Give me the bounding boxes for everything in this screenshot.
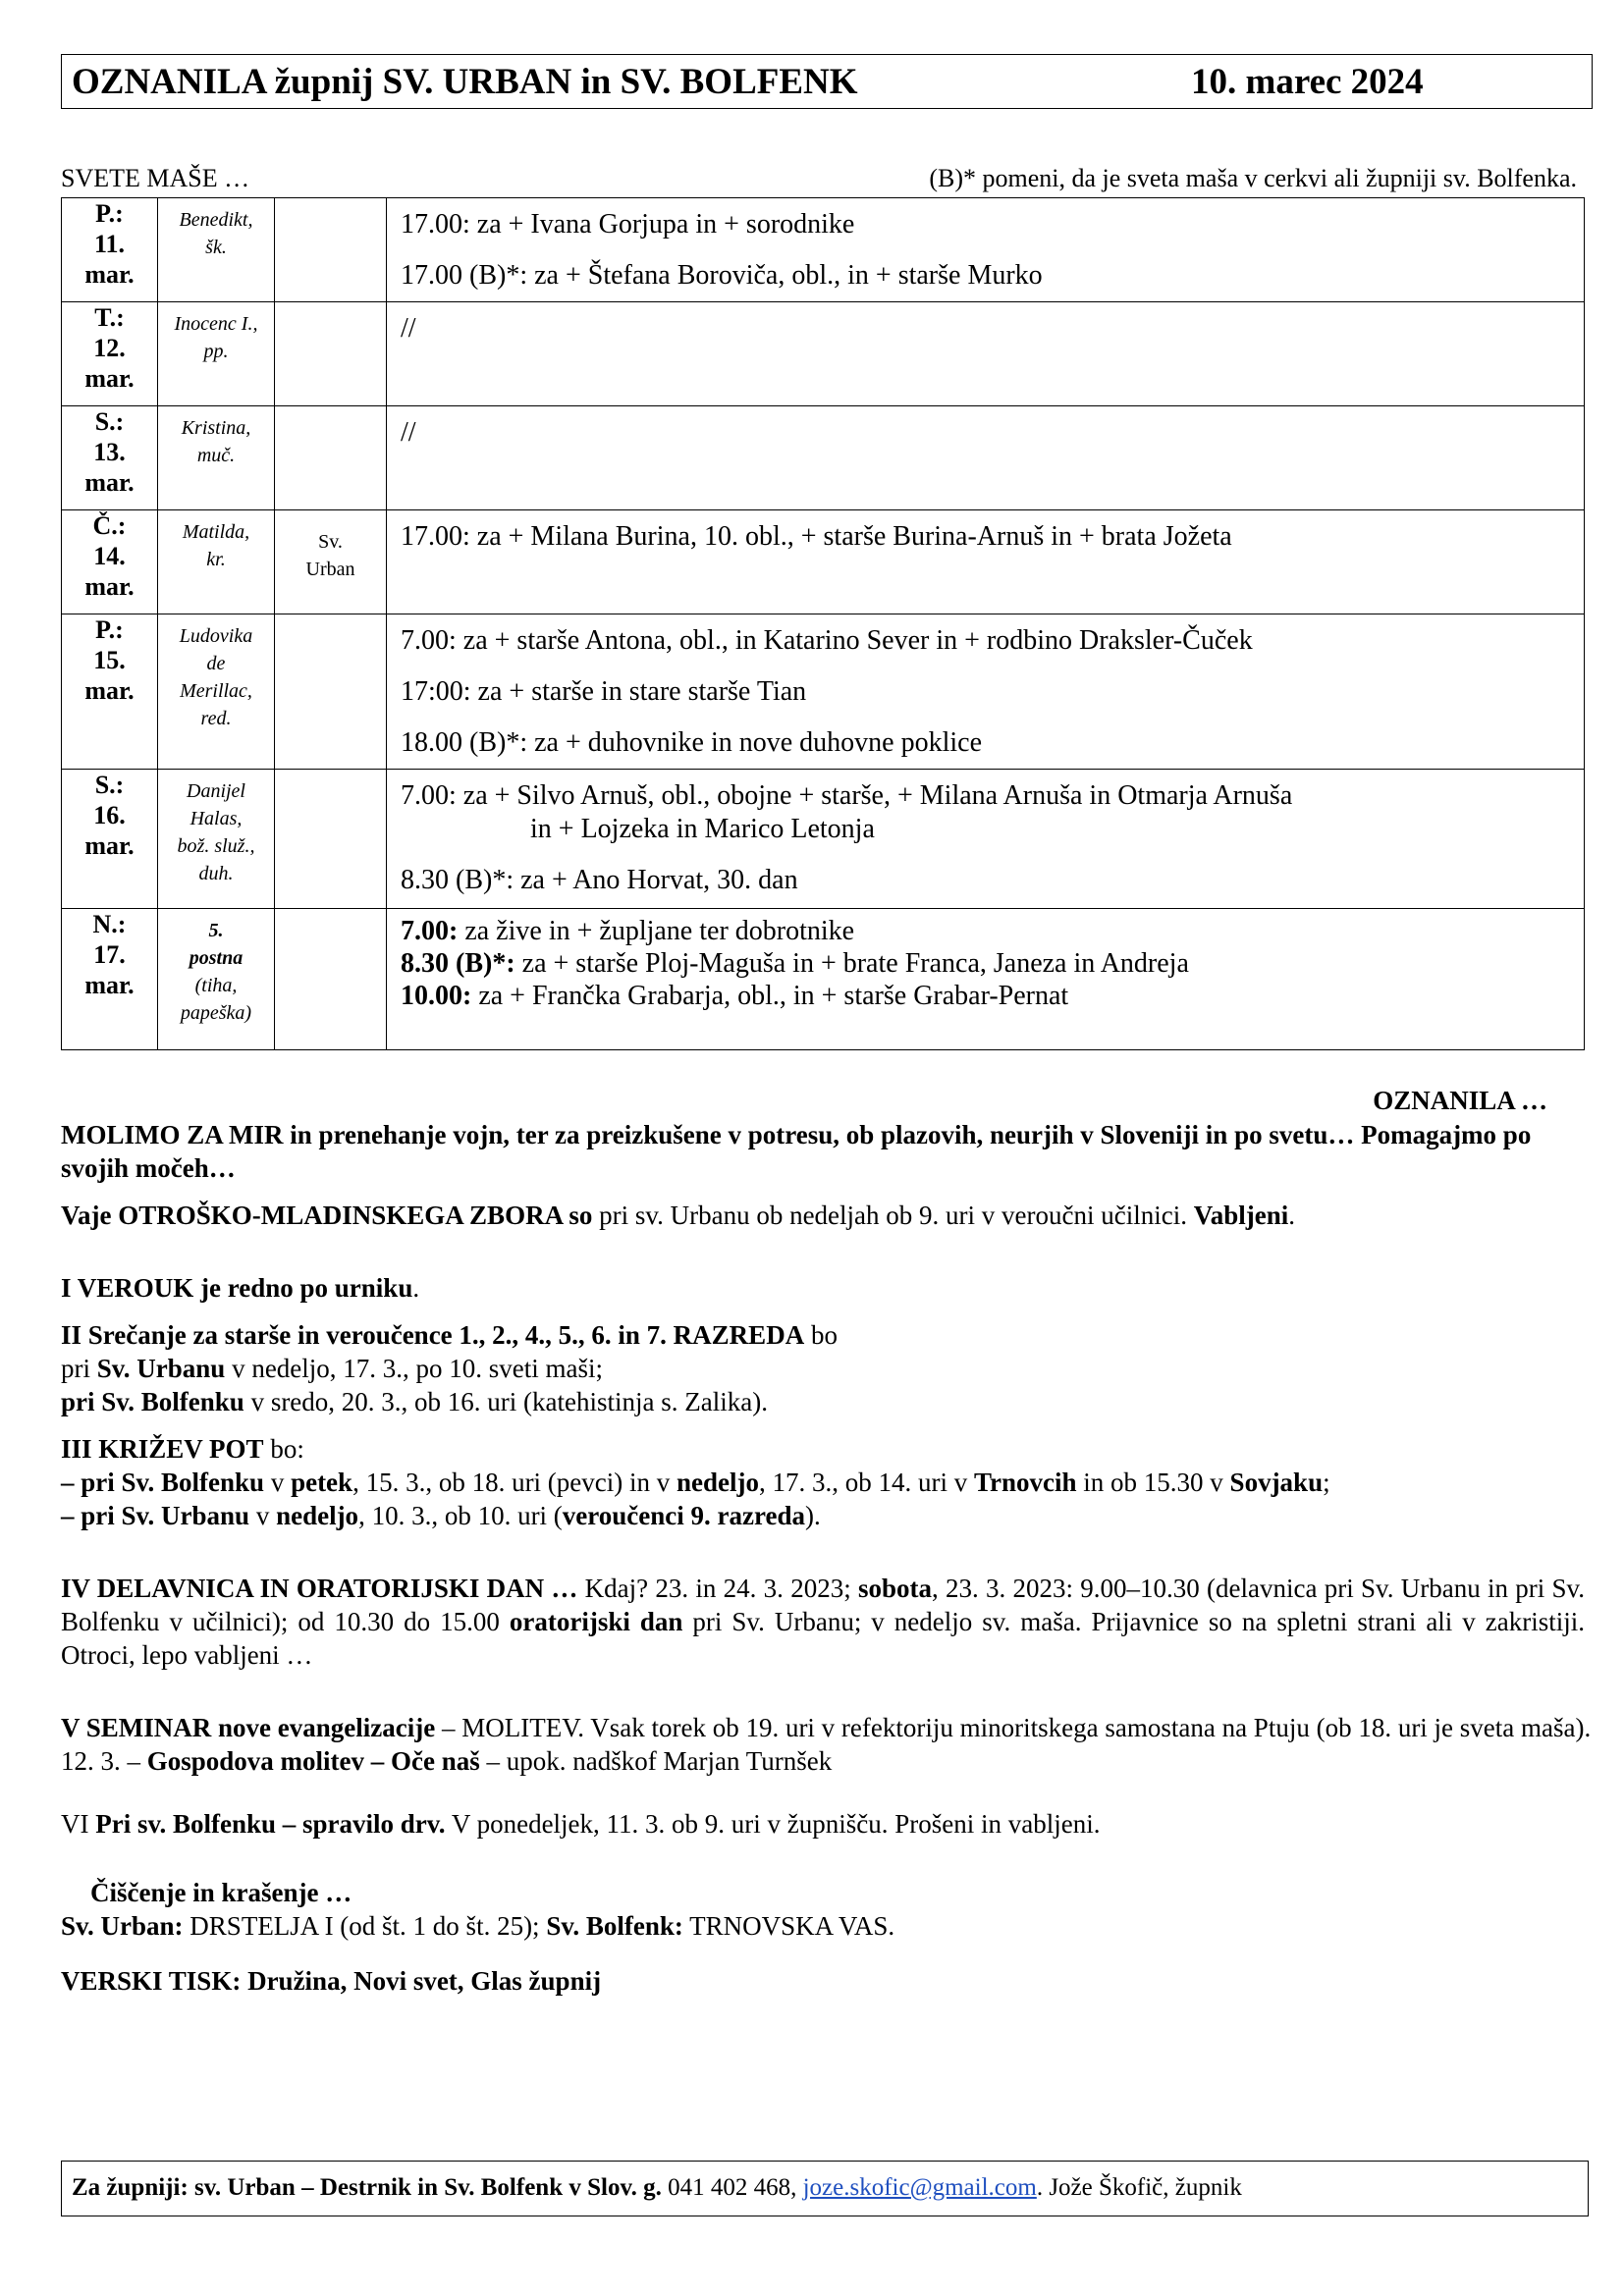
section-vi <box>61 1807 1593 1841</box>
schedule-masses <box>387 614 1585 770</box>
day-line: mar. <box>84 971 135 999</box>
saint-line: pp. <box>203 341 229 362</box>
iii-l1-b3: nedeljo <box>677 1468 760 1497</box>
choir-announcement <box>61 1199 1593 1232</box>
saint-line: Kristina, <box>181 417 251 439</box>
iii-l2-t2: , 10. 3., ob 10. uri ( <box>358 1501 563 1530</box>
announcements-heading: OZNANILA … <box>1373 1086 1547 1115</box>
schedule-place <box>275 302 387 406</box>
day-line: P.: <box>95 615 124 644</box>
issue-date: 10. marec 2024 <box>1191 62 1424 102</box>
vi-t0: VI <box>61 1809 96 1839</box>
section-ii-l1-b: Sv. Urbanu <box>96 1354 226 1383</box>
iii-l1-t1: v <box>264 1468 292 1497</box>
schedule-day <box>62 406 158 510</box>
schedule-masses <box>387 406 1585 510</box>
iv-t2: , 23. 3. 2023: 9.00–10.30 (delavnica pri Sv. Urbanu in pri Sv. Bolfenku v učilnici); od 10.30 do 15.00 <box>61 1574 1585 1636</box>
mass-text: za + starše Ploj-Maguša in + brate Franca, Janeza in Andreja <box>514 948 1189 979</box>
peace-prayer: MOLIMO ZA MIR in prenehanje vojn, ter za preizkušene v potresu, ob plazovih, neurjih v Sloveniji in po svetu… Pomagajmo po svojih močeh… <box>61 1120 1532 1183</box>
day-line: N.: <box>92 910 127 938</box>
schedule-saint <box>158 198 275 302</box>
day-line: S.: <box>94 771 125 799</box>
choir-bold-2: Vabljeni <box>1193 1201 1289 1230</box>
section-iv <box>61 1572 1585 1672</box>
footer-box <box>61 2161 1589 2216</box>
mass-intention: 18.00 (B)*: za + duhovnike in nove duhovne poklice <box>401 727 983 758</box>
day-line: 16. <box>93 801 126 829</box>
day-line: 11. <box>93 230 126 258</box>
cleaning-b2: Sv. Bolfenk: <box>546 1911 683 1941</box>
schedule-saint <box>158 302 275 406</box>
mass-intention: // <box>401 313 416 344</box>
iii-l1-b1: – pri Sv. Bolfenku <box>61 1468 265 1497</box>
schedule-saint <box>158 909 275 1050</box>
iii-l1-b5: Sovjaku <box>1229 1468 1324 1497</box>
saint-line: bož. služ., <box>177 835 255 857</box>
mass-intention: 7.00: za + starše Antona, obl., in Katarino Sever in + rodbino Draksler-Čuček <box>401 625 1253 656</box>
mass-intention: // <box>401 417 416 448</box>
section-iii-head: III KRIŽEV POT <box>61 1434 264 1464</box>
vi-b1: Pri sv. Bolfenku – spravilo drv. <box>95 1809 446 1839</box>
section-i-bold: I VEROUK je redno po urniku <box>61 1273 413 1303</box>
day-line: mar. <box>84 468 135 497</box>
title-box <box>61 54 1593 109</box>
schedule-row <box>62 909 1585 1050</box>
place-line: Sv. <box>318 531 343 553</box>
day-line: mar. <box>84 260 135 289</box>
v-b1: V SEMINAR nove evangelizacije <box>61 1713 436 1742</box>
saint-line: 5. <box>208 920 224 941</box>
cleaning-t1: DRSTELJA I (od št. 1 do št. 25); <box>183 1911 547 1941</box>
iv-b3: oratorijski dan <box>509 1607 683 1636</box>
day-line: Č.: <box>92 511 127 540</box>
iii-l1-t4: in ob 15.30 v <box>1076 1468 1230 1497</box>
mass-schedule-table <box>61 197 1585 1050</box>
schedule-day <box>62 614 158 770</box>
footer-parishes: Za župniji: sv. Urban – Destrnik in Sv. Bolfenk v Slov. g. <box>72 2174 662 2201</box>
saint-line: postna <box>189 947 244 969</box>
schedule-saint <box>158 510 275 614</box>
schedule-saint <box>158 614 275 770</box>
footer-email-link[interactable]: joze.skofic@gmail.com <box>802 2174 1037 2201</box>
schedule-masses <box>387 510 1585 614</box>
day-line: P.: <box>95 199 124 228</box>
day-line: mar. <box>84 572 135 601</box>
footer-phone: 041 402 468, <box>661 2174 803 2201</box>
day-line: mar. <box>84 831 135 860</box>
schedule-masses <box>387 302 1585 406</box>
iv-b2: sobota <box>857 1574 932 1603</box>
mass-text: za + Frančka Grabarja, obl., in + starše Grabar-Pernat <box>471 981 1069 1011</box>
schedule-day <box>62 510 158 614</box>
masses-heading <box>61 164 1593 193</box>
v-t1: – MOLITEV. Vsak torek ob 19. uri v refektoriju minoritskega samostana na Ptuju (ob 18. uri je sveta maša). 12. 3. – <box>61 1713 1592 1776</box>
schedule-place <box>275 406 387 510</box>
cleaning-b1: Sv. Urban: <box>61 1911 184 1941</box>
saint-line: Benedikt, <box>179 209 253 231</box>
iii-l2-b2: nedeljo <box>276 1501 359 1530</box>
day-line: 17. <box>93 940 126 969</box>
schedule-place <box>275 614 387 770</box>
v-t2: – upok. nadškof Marjan Turnšek <box>479 1746 833 1776</box>
schedule-masses <box>387 198 1585 302</box>
schedule-place <box>275 770 387 909</box>
page <box>61 54 1593 1998</box>
saint-line: Matilda, <box>182 521 250 543</box>
iii-l2-b1: – pri Sv. Urbanu <box>61 1501 250 1530</box>
schedule-masses <box>387 770 1585 909</box>
day-line: mar. <box>84 364 135 393</box>
saint-line: duh. <box>198 863 234 884</box>
mass-intention <box>401 980 1584 1012</box>
mass-intention <box>401 947 1584 980</box>
page-title: OZNANILA župnij SV. URBAN in SV. BOLFENK <box>72 62 858 102</box>
masses-label: SVETE MAŠE … <box>61 164 250 192</box>
mass-text: za žive in + župljane ter dobrotnike <box>458 916 855 946</box>
schedule-day <box>62 909 158 1050</box>
saint-line: papeška) <box>180 1002 252 1024</box>
choir-text-1: pri sv. Urbanu ob nedeljah ob 9. uri v veroučni učilnici. <box>592 1201 1194 1230</box>
schedule-row <box>62 198 1585 302</box>
day-line: 15. <box>93 646 126 674</box>
schedule-saint <box>158 770 275 909</box>
schedule-row <box>62 302 1585 406</box>
schedule-place <box>275 198 387 302</box>
cleaning-head: Čiščenje in krašenje … <box>90 1878 352 1907</box>
saint-line: šk. <box>205 237 227 258</box>
iii-l1-t3: , 17. 3., ob 14. uri v <box>759 1468 975 1497</box>
schedule-row <box>62 406 1585 510</box>
day-line: T.: <box>94 303 125 332</box>
day-line: mar. <box>84 676 135 705</box>
section-ii-l1-c: v nedeljo, 17. 3., po 10. sveti maši; <box>225 1354 604 1383</box>
saint-line: de <box>206 653 226 674</box>
masses-note: (B)* pomeni, da je sveta maša v cerkvi ali župniji sv. Bolfenka. <box>929 164 1577 192</box>
section-ii <box>61 1318 1593 1418</box>
footer-contact <box>72 2174 1242 2202</box>
day-line: S.: <box>94 407 125 436</box>
section-i <box>61 1271 1593 1305</box>
section-ii-head: II Srečanje za starše in veroučence 1., 2., 4., 5., 6. in 7. RAZREDA <box>61 1320 805 1350</box>
day-line: 14. <box>93 542 126 570</box>
mass-intention <box>401 915 1584 947</box>
saint-line: Halas, <box>189 808 243 829</box>
schedule-place <box>275 909 387 1050</box>
mass-time: 8.30 (B)*: <box>401 948 515 979</box>
schedule-day <box>62 302 158 406</box>
schedule-place <box>275 510 387 614</box>
saint-line: Inocenc I., <box>174 313 258 335</box>
vi-t1: V ponedeljek, 11. 3. ob 9. uri v župnišču. Prošeni in vabljeni. <box>445 1809 1101 1839</box>
cleaning <box>61 1876 1593 1943</box>
mass-intention: 17.00: za + Milana Burina, 10. obl., + starše Burina-Arnuš in + brata Jožeta <box>401 521 1232 552</box>
section-ii-l2-b: pri Sv. Bolfenku <box>61 1387 244 1416</box>
iii-l1-t5: ; <box>1323 1468 1330 1497</box>
iii-l1-b4: Trnovcih <box>974 1468 1077 1497</box>
iv-t1: Kdaj? 23. in 24. 3. 2023; <box>577 1574 858 1603</box>
saint-line: (tiha, <box>194 975 238 996</box>
saint-line: Danijel <box>187 780 245 802</box>
place-line: Urban <box>305 559 355 580</box>
v-b2: Gospodova molitev – Oče naš <box>146 1746 480 1776</box>
section-ii-l1-a: pri <box>61 1354 97 1383</box>
section-v <box>61 1711 1593 1778</box>
saint-line: Ludovika <box>179 625 253 647</box>
schedule-masses <box>387 909 1585 1050</box>
day-line: 12. <box>93 334 126 362</box>
mass-intention: in + Lojzeka in Marico Letonja <box>530 814 875 844</box>
religious-press: VERSKI TISK: Družina, Novi svet, Glas župnij <box>61 1966 602 1996</box>
section-iii <box>61 1432 1585 1532</box>
schedule-row <box>62 614 1585 770</box>
iv-b1: IV DELAVNICA IN ORATORIJSKI DAN … <box>61 1574 578 1603</box>
choir-bold-1: Vaje OTROŠKO-MLADINSKEGA ZBORA so <box>61 1201 593 1230</box>
mass-intention: 17.00: za + Ivana Gorjupa in + sorodnike <box>401 209 855 240</box>
mass-time: 10.00: <box>401 981 472 1011</box>
cleaning-t2: TRNOVSKA VAS. <box>682 1911 895 1941</box>
schedule-row <box>62 770 1585 909</box>
footer-signature: . Jože Škofič, župnik <box>1036 2174 1242 2201</box>
schedule-day <box>62 770 158 909</box>
mass-time: 7.00: <box>401 916 459 946</box>
schedule-day <box>62 198 158 302</box>
saint-line: muč. <box>196 445 236 466</box>
saint-line: red. <box>200 708 232 729</box>
iv-t3: pri Sv. Urbanu; v nedeljo sv. maša. Prijavnice so na spletni strani ali v zakristiji. Otroci, lepo vabljeni … <box>61 1607 1586 1670</box>
schedule-saint <box>158 406 275 510</box>
schedule-row <box>62 510 1585 614</box>
section-iii-head-text: bo: <box>263 1434 304 1464</box>
mass-intention: 17.00 (B)*: za + Štefana Boroviča, obl., in + starše Murko <box>401 260 1043 291</box>
iii-l1-t2: , 15. 3., ob 18. uri (pevci) in v <box>352 1468 677 1497</box>
mass-intention: 7.00: za + Silvo Arnuš, obl., obojne + starše, + Milana Arnuša in Otmarja Arnuša <box>401 780 1293 811</box>
saint-line: kr. <box>206 549 226 570</box>
section-ii-head-text: bo <box>804 1320 838 1350</box>
iii-l2-b3: veroučenci 9. razreda <box>562 1501 805 1530</box>
day-line: 13. <box>93 438 126 466</box>
section-ii-l2-c: v sredo, 20. 3., ob 16. uri (katehistinja s. Zalika). <box>244 1387 768 1416</box>
section-i-text: . <box>412 1273 420 1303</box>
choir-text-2: . <box>1288 1201 1295 1230</box>
saint-line: Merillac, <box>180 680 252 702</box>
iii-l2-t3: ). <box>804 1501 821 1530</box>
iii-l2-t1: v <box>249 1501 277 1530</box>
mass-intention: 8.30 (B)*: za + Ano Horvat, 30. dan <box>401 865 798 895</box>
iii-l1-b2: petek <box>291 1468 353 1497</box>
mass-intention: 17:00: za + starše in stare starše Tian <box>401 676 807 707</box>
